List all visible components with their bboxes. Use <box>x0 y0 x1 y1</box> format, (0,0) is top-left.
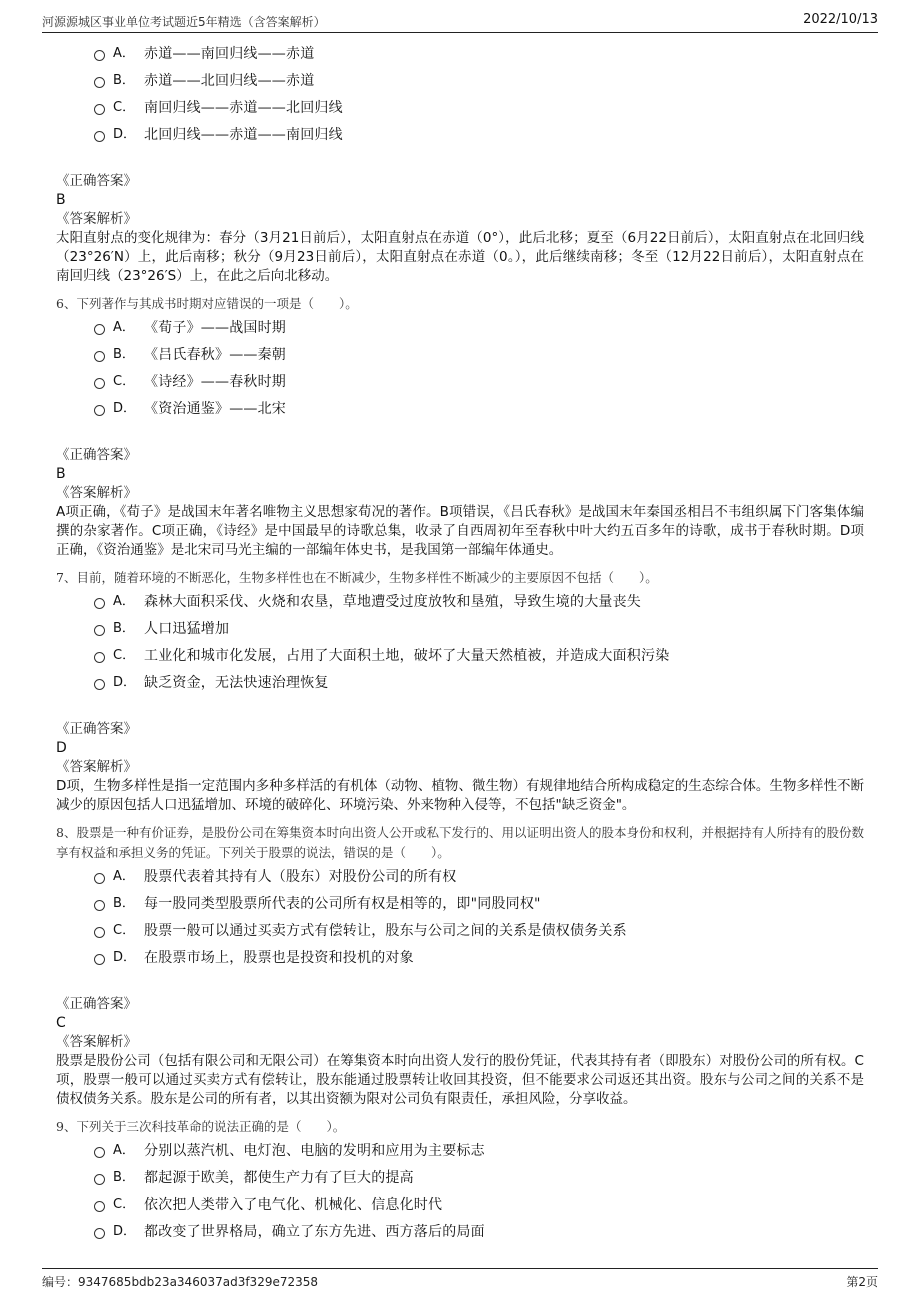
explanation-text: 太阳直射点的变化规律为：春分（3月21日前后），太阳直射点在赤道（0°），此后北移；夏至（6月22日前后），太阳直射点在北回归线（23°26′N）上，此后南移；秋分（9月23日前后），太阳直射点在赤道（0。），此后继续南移；冬至（12月22日前后），太阳直射点在南回归线（23°26′S）上，在此之后向北移动。 <box>56 230 864 284</box>
option-a[interactable]: A． 赤道——南回归线——赤道 <box>92 42 864 69</box>
radio-icon[interactable] <box>94 378 105 389</box>
radio-icon[interactable] <box>94 873 105 884</box>
q5-options <box>56 42 864 150</box>
q8-options <box>56 865 864 973</box>
question-6: 6、下列著作与其成书时期对应错误的一项是（ ）。 <box>56 296 358 311</box>
option-a[interactable]: A． 森林大面积采伐、火烧和农垦，草地遭受过度放牧和垦殖，导致生境的大量丧失 <box>92 590 864 617</box>
option-b[interactable]: B． 《吕氏春秋》——秦朝 <box>92 343 864 370</box>
option-d[interactable]: D． 缺乏资金，无法快速治理恢复 <box>92 671 864 698</box>
option-a[interactable]: A． 分别以蒸汽机、电灯泡、电脑的发明和应用为主要标志 <box>92 1139 864 1166</box>
radio-icon[interactable] <box>94 1147 105 1158</box>
option-c[interactable]: C． 工业化和城市化发展，占用了大面积土地，破坏了大量天然植被，并造成大面积污染 <box>92 644 864 671</box>
page-number: 第2页 <box>846 1275 878 1289</box>
question-8: 8、股票是一种有价证券，是股份公司在筹集资本时向出资人公开或私下发行的、用以证明出资人的股本身份和权利，并根据持有人所持有的股份数享有权益和承担义务的凭证。下列关于股票的说法，错误的是（ ）。 <box>56 825 864 860</box>
option-d[interactable]: D． 在股票市场上，股票也是投资和投机的对象 <box>92 946 864 973</box>
radio-icon[interactable] <box>94 104 105 115</box>
option-a[interactable]: A． 股票代表着其持有人（股东）对股份公司的所有权 <box>92 865 864 892</box>
answer-label: 《正确答案》 <box>56 173 137 189</box>
radio-icon[interactable] <box>94 77 105 88</box>
explanation-text: D项，生物多样性是指一定范围内多种多样活的有机体（动物、植物、微生物）有规律地结合所构成稳定的生态综合体。生物多样性不断减少的原因包括人口迅猛增加、环境的破碎化、环境污染、外来物种入侵等，不包括"缺乏资金"。 <box>56 778 864 813</box>
option-b[interactable]: B． 人口迅猛增加 <box>92 617 864 644</box>
option-c[interactable]: C． 南回归线——赤道——北回归线 <box>92 96 864 123</box>
page-header <box>42 12 878 33</box>
radio-icon[interactable] <box>94 50 105 61</box>
q7-options <box>56 590 864 698</box>
explanation-text: 股票是股份公司（包括有限公司和无限公司）在筹集资本时向出资人发行的股份凭证，代表其持有者（即股东）对股份公司的所有权。C项，股票一般可以通过买卖方式有偿转让，股东能通过股票转让收回其投资，但不能要求公司返还其出资。股东与公司之间的关系不是债权债务关系。股东是公司的所有者，以其出资额为限对公司负有限责任，承担风险，分享收益。 <box>56 1053 864 1107</box>
option-c[interactable]: C． 股票一般可以通过买卖方式有偿转让，股东与公司之间的关系是债权债务关系 <box>92 919 864 946</box>
radio-icon[interactable] <box>94 324 105 335</box>
content <box>56 42 864 1247</box>
answer-value: D <box>56 740 67 756</box>
answer-label: 《正确答案》 <box>56 447 137 463</box>
option-d[interactable]: D． 都改变了世界格局，确立了东方先进、西方落后的局面 <box>92 1220 864 1247</box>
radio-icon[interactable] <box>94 900 105 911</box>
radio-icon[interactable] <box>94 598 105 609</box>
document-code: 编号：9347685bdb23a346037ad3f329e72358 <box>42 1275 319 1289</box>
page-footer <box>42 1268 878 1289</box>
radio-icon[interactable] <box>94 1228 105 1239</box>
option-d[interactable]: D． 《资治通鉴》——北宋 <box>92 397 864 424</box>
radio-icon[interactable] <box>94 131 105 142</box>
answer-value: B <box>56 192 66 208</box>
explanation-label: 《答案解析》 <box>56 759 137 775</box>
option-d[interactable]: D． 北回归线——赤道——南回归线 <box>92 123 864 150</box>
option-c[interactable]: C． 《诗经》——春秋时期 <box>92 370 864 397</box>
answer-value: B <box>56 466 66 482</box>
answer-label: 《正确答案》 <box>56 721 137 737</box>
radio-icon[interactable] <box>94 679 105 690</box>
option-c[interactable]: C． 依次把人类带入了电气化、机械化、信息化时代 <box>92 1193 864 1220</box>
q9-options <box>56 1139 864 1247</box>
option-b[interactable]: B． 每一股同类型股票所代表的公司所有权是相等的，即"同股同权" <box>92 892 864 919</box>
explanation-text: A项正确，《荀子》是战国末年著名唯物主义思想家荀况的著作。B项错误，《吕氏春秋》是战国末年秦国丞相吕不韦组织属下门客集体编撰的杂家著作。C项正确，《诗经》是中国最早的诗歌总集，收录了自西周初年至春秋中叶大约五百多年的诗歌，成书于春秋时期。D项正确，《资治通鉴》是北宋司马光主编的一部编年体史书，是我国第一部编年体通史。 <box>56 504 864 558</box>
option-b[interactable]: B． 都起源于欧美，都使生产力有了巨大的提高 <box>92 1166 864 1193</box>
document-date: 2022/10/13 <box>803 12 878 27</box>
explanation-label: 《答案解析》 <box>56 211 137 227</box>
document-title: 河源源城区事业单位考试题近5年精选（含答案解析） <box>42 15 326 29</box>
answer-value: C <box>56 1015 66 1031</box>
explanation-label: 《答案解析》 <box>56 485 137 501</box>
question-7: 7、目前，随着环境的不断恶化，生物多样性也在不断减少，生物多样性不断减少的主要原因不包括（ ）。 <box>56 570 658 585</box>
radio-icon[interactable] <box>94 405 105 416</box>
question-9: 9、下列关于三次科技革命的说法正确的是（ ）。 <box>56 1119 346 1134</box>
answer-label: 《正确答案》 <box>56 996 137 1012</box>
q6-options <box>56 316 864 424</box>
explanation-label: 《答案解析》 <box>56 1034 137 1050</box>
radio-icon[interactable] <box>94 1201 105 1212</box>
option-a[interactable]: A． 《荀子》——战国时期 <box>92 316 864 343</box>
radio-icon[interactable] <box>94 351 105 362</box>
radio-icon[interactable] <box>94 927 105 938</box>
radio-icon[interactable] <box>94 954 105 965</box>
radio-icon[interactable] <box>94 625 105 636</box>
radio-icon[interactable] <box>94 1174 105 1185</box>
option-b[interactable]: B． 赤道——北回归线——赤道 <box>92 69 864 96</box>
radio-icon[interactable] <box>94 652 105 663</box>
